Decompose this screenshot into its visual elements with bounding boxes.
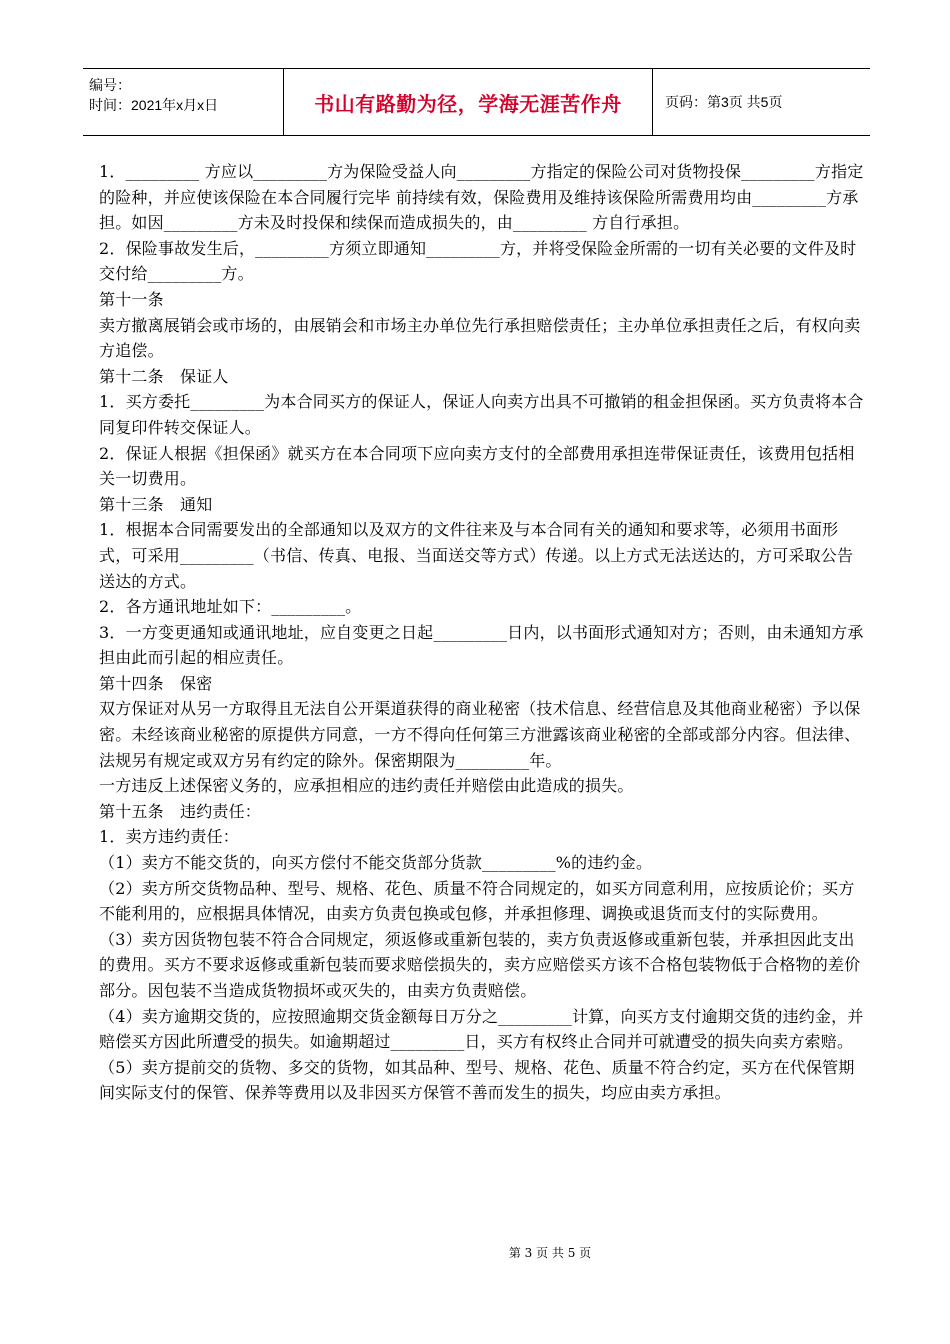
paragraph: 1．根据本合同需要发出的全部通知以及双方的文件往来及与本合同有关的通知和要求等，必须用书面形式，可采用_________（书信、传真、电报、当面送交等方式）传递。以上方式无法送达的，方可采取公告送达的方式。	[99, 520, 854, 591]
paragraph: （4）卖方逾期交货的，应按照逾期交货金额每日万分之_________计算，向买方支付逾期交货的违约金，并赔偿买方因此所遭受的损失。如逾期超过_________日，买方有权终止合同并可就遭受的损失向卖方索赔。	[99, 1006, 864, 1052]
document-body	[99, 159, 869, 1106]
paragraph: （2）卖方所交货物品种、型号、规格、花色、质量不符合同规定的，如买方同意利用，应按质论价；买方不能利用的，应根据具体情况，由卖方负责包换或包修，并承担修理、调换或退货而支付的实际费用。	[99, 878, 855, 924]
paragraph: 1．_________ 方应以_________方为保险受益人向_________方指定的保险公司对货物投保_________方指定的险种，并应使该保险在本合同履行完毕 前持续有效，保险费用及维持该保险所需费用均由_________方承担。如因_________方未及时投保和续保而造成损失的，由_________ 方自行承担。	[99, 162, 864, 233]
page-footer: 第 3 页 共 5 页	[508, 1246, 592, 1260]
paragraph: 一方违反上述保密义务的，应承担相应的违约责任并赔偿由此造成的损失。	[99, 776, 634, 796]
page-header	[83, 68, 870, 136]
paragraph: （1）卖方不能交货的，向买方偿付不能交货部分货款_________%的违约金。	[99, 853, 653, 873]
header-page-number: 页码：第3页 共5页	[665, 94, 783, 110]
paragraph: 3．一方变更通知或通讯地址，应自变更之日起_________日内，以书面形式通知对方；否则，由未通知方承担由此而引起的相应责任。	[99, 622, 864, 668]
document-number-label: 编号：	[89, 77, 131, 93]
paragraph: 双方保证对从另一方取得且无法自公开渠道获得的商业秘密（技术信息、经营信息及其他商业秘密）予以保密。未经该商业秘密的原提供方同意，一方不得向任何第三方泄露该商业秘密的全部或部分内容。但法律、法规另有规定或双方另有约定的除外。保密期限为_________年。	[99, 699, 861, 770]
paragraph: 1．买方委托_________为本合同买方的保证人，保证人向卖方出具不可撤销的租金担保函。买方负责将本合同复印件转交保证人。	[99, 392, 864, 437]
header-motto: 书山有路勤为径，学海无涯苦作舟	[283, 69, 653, 135]
section-heading: 第十五条 违约责任：	[99, 801, 262, 821]
document-time-label: 时间：2021年x月x日	[89, 97, 219, 113]
paragraph: 2．保险事故发生后，_________方须立即通知_________方，并将受保险金所需的一切有关必要的文件及时交付给_________方。	[99, 238, 857, 284]
section-heading: 第十四条 保密	[99, 673, 213, 693]
header-meta	[83, 69, 283, 135]
paragraph: 卖方撤离展销会或市场的，由展销会和市场主办单位先行承担赔偿责任；主办单位承担责任之后，有权向卖方追偿。	[99, 315, 861, 361]
paragraph: 1．卖方违约责任：	[99, 827, 239, 847]
section-heading: 第十一条	[99, 289, 164, 309]
paragraph: 2．保证人根据《担保函》就买方在本合同项下应向卖方支付的全部费用承担连带保证责任，该费用包括相关一切费用。	[99, 443, 855, 489]
paragraph: 2．各方通讯地址如下：_________。	[99, 597, 362, 617]
paragraph: （3）卖方因货物包装不符合合同规定，须返修或重新包装的，卖方负责返修或重新包装，并承担因此支出的费用。买方不要求返修或重新包装而要求赔偿损失的，卖方应赔偿买方该不合格包装物低于合格物的差价部分。因包装不当造成货物损坏或灭失的，由卖方负责赔偿。	[99, 929, 861, 1000]
section-heading: 第十三条 通知	[99, 494, 213, 514]
paragraph: （5）卖方提前交的货物、多交的货物，如其品种、型号、规格、花色、质量不符合约定，买方在代保管期间实际支付的保管、保养等费用以及非因买方保管不善而发生的损失，均应由卖方承担。	[99, 1057, 855, 1103]
section-heading: 第十二条 保证人	[99, 366, 229, 386]
